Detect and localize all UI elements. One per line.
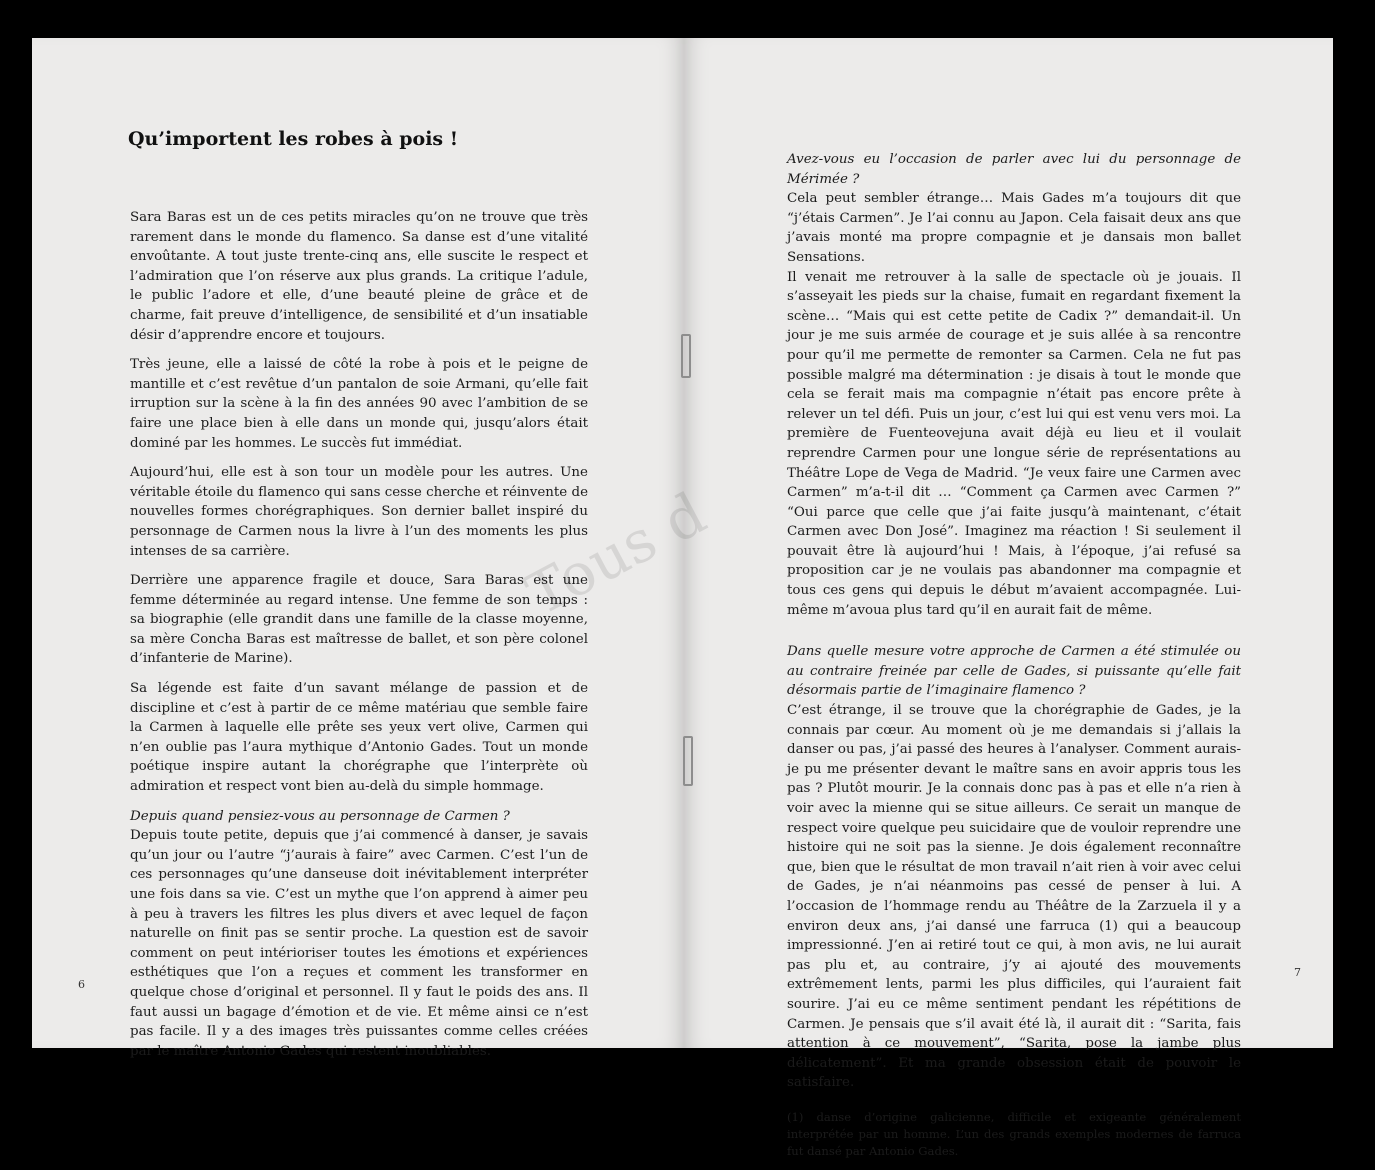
interview-question: Depuis quand pensiez-vous au personnage de Carmen ? xyxy=(130,808,510,824)
paragraph: Sa légende est faite d’un savant mélange de passion et de discipline et c’est à partir de ce même matériau que semble faire la Carmen à laquelle elle prête ses yeux vert olive, Carmen qui n’en oublie pas l’aura mythique d’Antonio Gades. Tout un monde poétique inspire autant la chorégraphe que l’interprète où admiration et respect vont bien au-delà du simple hommage. xyxy=(130,681,588,795)
paragraph: Très jeune, elle a laissé de côté la robe à pois et le peigne de mantille et c’est revêtue d’un pantalon de soie Armani, qu’elle fait irruption sur la scène à la fin des années 90 avec l’ambition de se faire une place bien à elle dans un monde qui, jusqu’alors était dominé par les hommes. Le succès fut immédiat. xyxy=(130,357,588,451)
page-number-left: 6 xyxy=(78,978,85,991)
interview-answer: Cela peut sembler étrange… Mais Gades m’a toujours dit que “j’étais Carmen”. Je l’ai connu au Japon. Cela faisait deux ans que j’avais monté ma propre compagnie et je dansais mon ballet Sensations. xyxy=(787,191,1241,265)
interview-answer: C’est étrange, il se trouve que la chorégraphie de Gades, je la connais par cœur. Au moment où je me demandais si j’allais la danser ou pas, j’ai passé des heures à l’analyser. Comment aurais-je pu me présenter devant le maître sans en avoir appris tous les pas ? Plutôt mourir. Je la connais donc pas à pas et elle n’a rien à voir avec la mienne qui se situe ailleurs. Ce serait un manque de respect voire quelque peu suicidaire que de vouloir reprendre une histoire qui ne soit pas la sienne. Je dois également reconnaître que, bien que le résultat de mon travail n’ait rien à voir avec celui de Gades, je n’ai néanmoins pas cessé de penser à lui. A l’occasion de l’hommage rendu au Théâtre de la Zarzuela il y a environ deux ans, j’ai dansé une farruca (1) qui a beaucoup impressionné. J’en ai retiré tout ce qui, à mon avis, ne lui aurait pas plu et, au contraire, j’y ai ajouté des mouvements extrêmement lents, parmi les plus difficiles, qui l’auraient fait sourire. J’ai eu ce même sentiment pendant les répétitions de Carmen. Je pensais que s’il avait été là, il aurait dit : “Sarita, fais attention à ce mouvement”, “Sarita, pose la jambe plus délicatement”. Et ma grande obsession était de pouvoir le satisfaire. xyxy=(787,703,1241,1091)
paragraph: Aujourd’hui, elle est à son tour un modèle pour les autres. Une véritable étoile du flamenco qui sans cesse cherche et réinvente de nouvelles formes chorégraphiques. Son dernier ballet inspiré du personnage de Carmen nous la livre à l’un des moments les plus intenses de sa carrière. xyxy=(130,465,588,559)
page-number-right: 7 xyxy=(1294,966,1301,979)
right-column xyxy=(787,150,1241,1170)
right-page xyxy=(684,38,1333,1158)
staple-top xyxy=(681,334,691,378)
interview-question: Dans quelle mesure votre approche de Carmen a été stimulée ou au contraire freinée par celle de Gades, si puissante qu’elle fait désormais partie de l’imaginaire flamenco ? xyxy=(787,644,1241,699)
interview-answer: Il venait me retrouver à la salle de spectacle où je jouais. Il s’asseyait les pieds sur la chaise, fumait en regardant fixement la scène… “Mais qui est cette petite de Cadix ?” demandait-il. Un jour je me suis armée de courage et je suis allée à sa rencontre pour qu’il me permette de remonter sa Carmen. Cela ne fut pas possible malgré ma détermination : je disais à tout le monde que cela se ferait mais ma compagnie n’était pas encore prête à relever un tel défi. Puis un jour, c’est lui qui est venu vers moi. La première de Fuenteovejuna avait déjà eu lieu et il voulait reprendre Carmen pour une longue série de représentations au Théâtre Lope de Vega de Madrid. “Je veux faire une Carmen avec Carmen” m’a-t-il dit … “Comment ça Carmen avec Carmen ?” “Oui parce que celle que j’ai faite jusqu’à maintenant, c’était Carmen avec Don José”. Imaginez ma réaction ! Si seulement il pouvait être là aujourd’hui ! Mais, à l’époque, j’ai refusé sa proposition car je ne voulais pas abandonner ma compagnie et tous ces gens qui depuis le début m’avaient accompagnée. Lui-même m’avoua plus tard qu’il en aurait fait de même. xyxy=(787,269,1241,618)
staple-bottom xyxy=(683,736,693,786)
interview-question: Avez-vous eu l’occasion de parler avec lui du personnage de Mérimée ? xyxy=(787,152,1241,187)
left-page xyxy=(32,38,684,1059)
article-title: Qu’importent les robes à pois ! xyxy=(128,128,459,150)
left-column xyxy=(130,208,588,1061)
paragraph: Derrière une apparence fragile et douce, Sara Baras est une femme déterminée au regard intense. Une femme de son temps : sa biographie (elle grandit dans une famille de la classe moyenne, sa mère Concha Baras est maîtresse de ballet, et son père colonel d’infanterie de Marine). xyxy=(130,573,588,667)
footnote: (1) danse d’origine galicienne, difficile et exigeante généralement interprétée par un homme. L’un des grands exemples modernes de farruca fut dansé par Antonio Gades. xyxy=(787,1109,1241,1158)
interview-answer: Depuis toute petite, depuis que j’ai commencé à danser, je savais qu’un jour ou l’autre “j’aurais à faire” avec Carmen. C’est l’un de ces personnages qu’une danseuse doit inévitablement interpréter une fois dans sa vie. C’est un mythe que l’on apprend à aimer peu à peu à travers les filtres les plus divers et avec lequel de façon naturelle on finit pas se sentir proche. La question est de savoir comment on peut intérioriser toutes les émotions et expériences esthétiques que l’on a reçues et comment les transformer en quelque chose d’original et personnel. Il y faut le poids des ans. Il faut aussi un bagage d’émotion et de vie. Et même ainsi ce n’est pas facile. Il y a des images très puissantes comme celles créées par le maître Antonio Gades qui restent inoubliables. xyxy=(130,828,588,1059)
paragraph: Sara Baras est un de ces petits miracles qu’on ne trouve que très rarement dans le monde du flamenco. Sa danse est d’une vitalité envoûtante. A tout juste trente-cinq ans, elle suscite le respect et l’admiration que l’on réserve aux plus grands. La critique l’adule, le public l’adore et elle, d’une beauté pleine de grâce et de charme, fait preuve d’intelligence, de sensibilité et d’un insatiable désir d’apprendre encore et toujours. xyxy=(130,210,588,343)
